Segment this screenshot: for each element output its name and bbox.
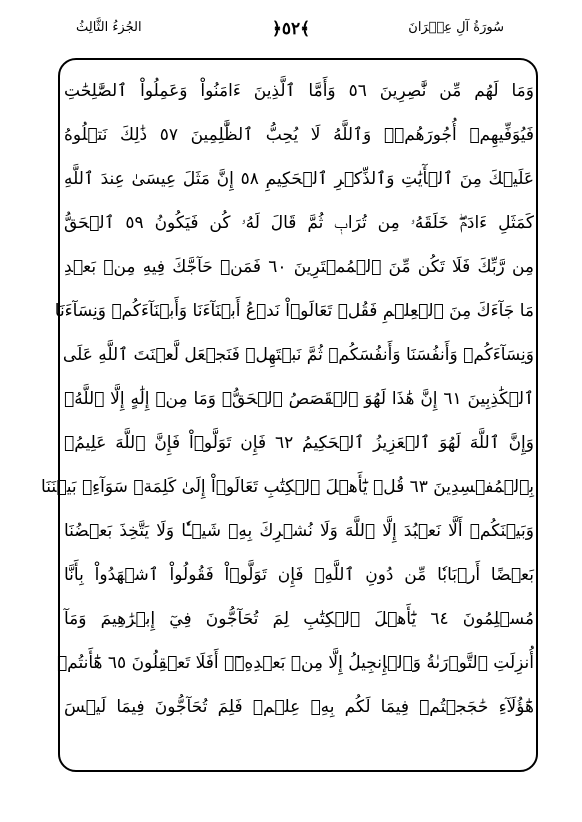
text-line: فَيُوَفِّيهِمۡ أُجُورَهُمۡۗ وَٱللَّهُ لَا يُحِبُّ ٱلظَّٰلِمِينَ ٥٧ ذَٰلِكَ نَتۡلُوهُ — [64, 125, 534, 145]
surah-name: سُورَةُ آلِ عِمۡرَانَ — [408, 20, 504, 35]
text-line: بِٱلۡمُفۡسِدِينَ ٦٣ قُلۡ يَٰٓأَهۡلَ ٱلۡكِتَٰبِ تَعَالَوۡاْ إِلَىٰ كَلِمَةٖ سَوَآءِۭ بَيۡنَنَا — [41, 477, 534, 497]
text-line: هَٰٓؤُلَآءِ حَٰجَجۡتُمۡ فِيمَا لَكُم بِهِۦ عِلۡمٞ فَلِمَ تُحَآجُّونَ فِيمَا لَيۡسَ — [64, 697, 534, 717]
text-line: وَنِسَآءَكُمۡ وَأَنفُسَنَا وَأَنفُسَكُمۡ ثُمَّ نَبۡتَهِلۡ فَنَجۡعَل لَّعۡنَتَ ٱللَّهِ عَلَى — [62, 345, 534, 365]
text-line: وَإِنَّ ٱللَّهَ لَهُوَ ٱلۡعَزِيزُ ٱلۡحَكِيمُ ٦٢ فَإِن تَوَلَّوۡاْ فَإِنَّ ٱللَّهَ عَلِيمُۢ — [64, 433, 534, 453]
text-line: أُنزِلَتِ ٱلتَّوۡرَىٰةُ وَٱلۡإِنجِيلُ إِلَّا مِنۢ بَعۡدِهِۦٓۚ أَفَلَا تَعۡقِلُونَ ٦٥ هَٰٓأَنتُمۡ — [56, 653, 534, 673]
text-line: عَلَيۡكَ مِنَ ٱلۡأٓيَٰتِ وَٱلذِّكۡرِ ٱلۡحَكِيمِ ٥٨ إِنَّ مَثَلَ عِيسَىٰ عِندَ ٱللَّهِ — [64, 169, 534, 189]
page-number: ﴿٥٢﴾ — [271, 19, 311, 39]
juz-name: الجُزءُ الثَّالِثُ — [76, 20, 142, 35]
text-line: وَمَا لَهُم مِّن نَّٰصِرِينَ ٥٦ وَأَمَّا ٱلَّذِينَ ءَامَنُواْ وَعَمِلُواْ ٱلصَّٰلِحَٰتِ — [64, 81, 534, 101]
text-line: بَعۡضًا أَرۡبَابٗا مِّن دُونِ ٱللَّهِۚ فَإِن تَوَلَّوۡاْ فَقُولُواْ ٱشۡهَدُواْ بِأَنَّا — [64, 565, 534, 585]
text-line: كَمَثَلِ ءَادَمَۖ خَلَقَهُۥ مِن تُرَابٖ ثُمَّ قَالَ لَهُۥ كُن فَيَكُونُ ٥٩ ٱلۡحَقُّ — [64, 213, 534, 233]
text-line: مُسۡلِمُونَ ٦٤ يَٰٓأَهۡلَ ٱلۡكِتَٰبِ لِمَ تُحَآجُّونَ فِيٓ إِبۡرَٰهِيمَ وَمَآ — [64, 609, 534, 629]
text-line: ٱلۡكَٰذِبِينَ ٦١ إِنَّ هَٰذَا لَهُوَ ٱلۡقَصَصُ ٱلۡحَقُّۚ وَمَا مِنۡ إِلَٰهٍ إِلَّا ٱللَّهُۚ — [64, 389, 534, 409]
text-line: مَا جَآءَكَ مِنَ ٱلۡعِلۡمِ فَقُلۡ تَعَالَوۡاْ نَدۡعُ أَبۡنَآءَنَا وَأَبۡنَآءَكُمۡ وَنِسَآءَنَا — [54, 301, 534, 321]
text-line: مِن رَّبِّكَ فَلَا تَكُن مِّنَ ٱلۡمُمۡتَرِينَ ٦٠ فَمَنۡ حَآجَّكَ فِيهِ مِنۢ بَعۡدِ — [64, 257, 534, 277]
text-line: وَبَيۡنَكُمۡ أَلَّا نَعۡبُدَ إِلَّا ٱللَّهَ وَلَا نُشۡرِكَ بِهِۦ شَيۡـٔٗا وَلَا يَتَّخِذَ بَعۡضُنَا — [64, 521, 534, 541]
page-header — [0, 14, 582, 50]
